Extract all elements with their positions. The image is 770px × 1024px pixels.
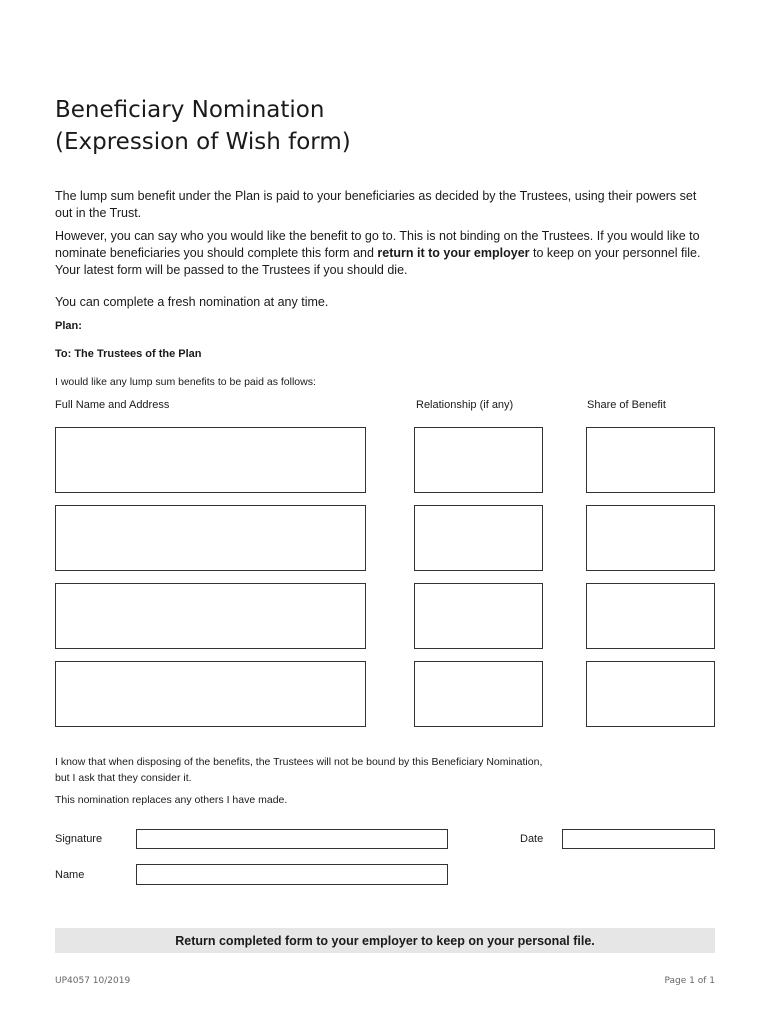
name-field[interactable] (136, 864, 448, 885)
beneficiary-1-name-address-field[interactable] (55, 427, 366, 493)
return-instruction-text: Return completed form to your employer to keep on your personal file. (175, 933, 595, 948)
intro-paragraph-1: The lump sum benefit under the Plan is paid to your beneficiaries as decided by the Trustees, using their powers set out in the Trust. (55, 189, 697, 220)
declaration-text (55, 754, 715, 786)
intro-paragraph-2 (55, 228, 715, 279)
title-line-2: (Expression of Wish form) (55, 129, 351, 155)
column-header-name: Full Name and Address (55, 399, 170, 411)
intro-p2-text-2: to keep on your personnel file. Your latest form will be passed to the Trustees if you should die. (55, 246, 701, 277)
column-header-share: Share of Benefit (587, 399, 666, 411)
beneficiary-2-share-field[interactable] (586, 505, 715, 571)
date-label: Date (520, 833, 544, 845)
beneficiary-1-share-field[interactable] (586, 427, 715, 493)
beneficiary-3-share-field[interactable] (586, 583, 715, 649)
instruction-text: I would like any lump sum benefits to be paid as follows: (55, 376, 316, 388)
addressee-label: To: The Trustees of the Plan (55, 348, 202, 360)
beneficiary-3-name-address-field[interactable] (55, 583, 366, 649)
intro-p2-text-1: However, you can say who you would like the benefit to go to. This is not binding on the Trustees. If you would like to nominate beneficiaries you should complete this form and (55, 229, 700, 260)
page-number: Page 1 of 1 (664, 976, 715, 986)
beneficiary-2-relationship-field[interactable] (414, 505, 543, 571)
beneficiary-2-name-address-field[interactable] (55, 505, 366, 571)
declaration-line-1: I know that when disposing of the benefits, the Trustees will not be bound by this Beneficiary Nomination, (55, 756, 543, 768)
column-header-relationship: Relationship (if any) (416, 399, 514, 411)
return-instruction-banner (55, 928, 715, 953)
date-field[interactable] (562, 829, 715, 849)
beneficiary-3-relationship-field[interactable] (414, 583, 543, 649)
beneficiary-1-relationship-field[interactable] (414, 427, 543, 493)
form-code: UP4057 10/2019 (55, 976, 131, 986)
declaration-line-2: but I ask that they consider it. (55, 772, 192, 784)
beneficiary-4-relationship-field[interactable] (414, 661, 543, 727)
page-title (55, 94, 351, 158)
plan-label: Plan: (55, 320, 82, 332)
intro-p2-emphasis: return it to your employer (377, 246, 530, 260)
replacement-notice: This nomination replaces any others I have made. (55, 794, 288, 806)
intro-paragraph-3: You can complete a fresh nomination at any time. (55, 295, 329, 309)
beneficiary-4-share-field[interactable] (586, 661, 715, 727)
title-line-1: Beneficiary Nomination (55, 97, 325, 123)
signature-label: Signature (55, 833, 103, 845)
signature-field[interactable] (136, 829, 448, 849)
name-label: Name (55, 869, 85, 881)
beneficiary-4-name-address-field[interactable] (55, 661, 366, 727)
